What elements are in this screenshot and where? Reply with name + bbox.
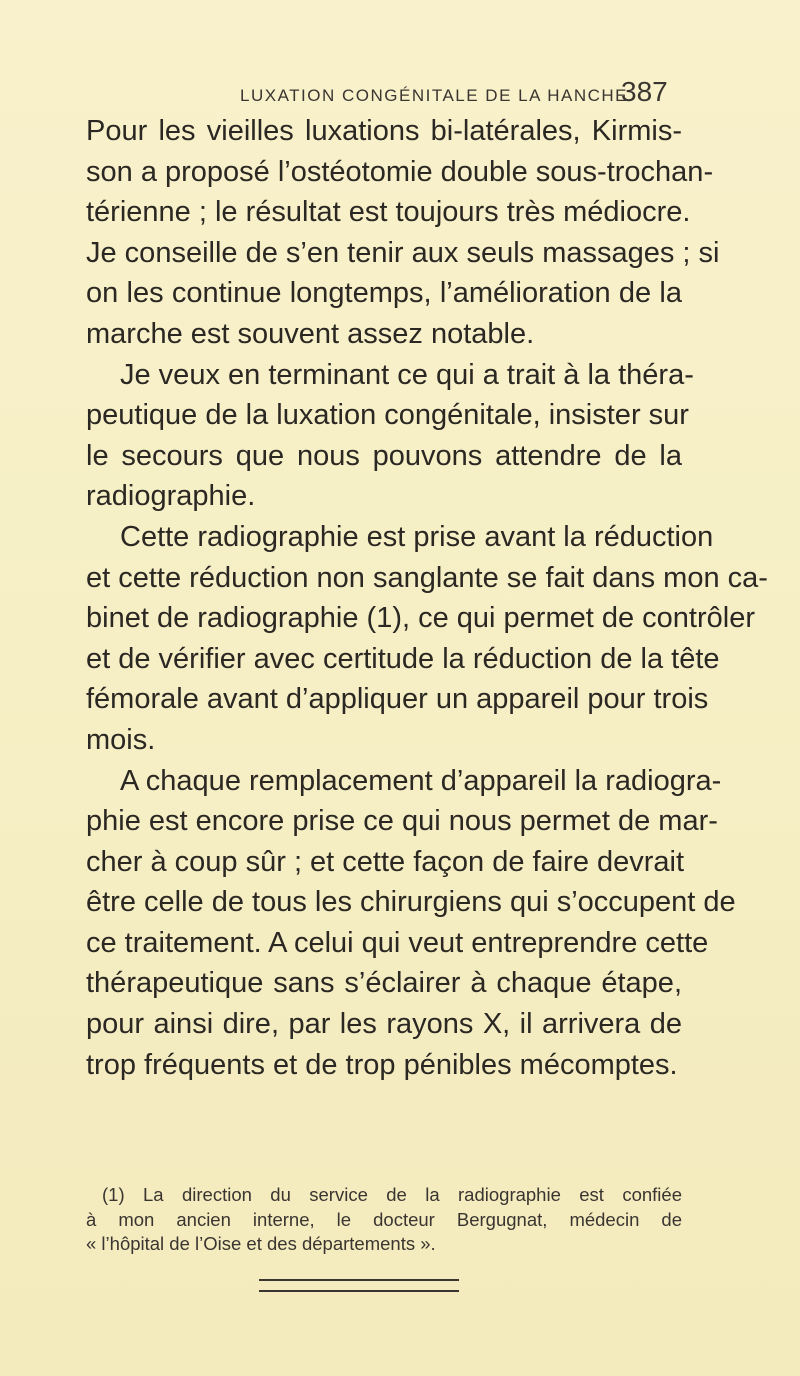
text-line: cher à coup sûr ; et cette façon de faire devrait [86, 845, 685, 878]
text-line: binet de radiographie (1), ce qui permet de contrôler [86, 602, 755, 635]
text-line: phie est encore prise ce qui nous permet de mar- [86, 805, 718, 838]
text-line: ce traitement. A celui qui veut entreprendre cette [86, 926, 709, 959]
text-line: marche est souvent assez notable. [86, 317, 535, 350]
paragraph [86, 355, 694, 517]
text-line: mois. [86, 723, 156, 756]
paragraph [86, 517, 768, 761]
text-line: peutique de la luxation congénitale, insister sur [86, 399, 689, 432]
text-line: et cette réduction non sanglante se fait dans mon ca- [86, 561, 768, 594]
footnote-line: (1) La direction du service de la radiographie est confiée [102, 1184, 682, 1205]
footnote [86, 1183, 682, 1257]
text-line: Pour les vieilles luxations bi-latérales, Kirmis- [86, 115, 682, 147]
text-line: le secours que nous pouvons attendre de la [86, 439, 682, 472]
running-title: LUXATION CONGÉNITALE DE LA HANCHE [240, 86, 628, 105]
text-line: et de vérifier avec certitude la réduction de la tête [86, 642, 720, 675]
text-line: fémorale avant d’appliquer un appareil pour trois [86, 683, 709, 716]
text-line: on les continue longtemps, l’amélioration de la [86, 277, 682, 310]
text-line: trop fréquents et de trop pénibles mécomptes. [86, 1048, 678, 1081]
text-line: son a proposé l’ostéotomie double sous-trochan- [86, 155, 714, 188]
text-line: Je veux en terminant ce qui a trait à la théra- [120, 358, 694, 391]
body-text [86, 111, 768, 1085]
paragraph [86, 761, 736, 1086]
end-rule [259, 1290, 459, 1292]
text-line: radiographie. [86, 480, 256, 513]
paragraph [86, 111, 720, 355]
footnote-line: à mon ancien interne, le docteur Bergugnat, médecin de [86, 1208, 682, 1230]
running-head [0, 66, 800, 106]
text-line: être celle de tous les chirurgiens qui s’occupent de [86, 886, 736, 919]
text-line: A chaque remplacement d’appareil la radiogra- [120, 764, 722, 797]
text-line: Cette radiographie est prise avant la réduction [120, 520, 714, 553]
end-rule [259, 1279, 459, 1281]
text-line: térienne ; le résultat est toujours très médiocre. [86, 196, 691, 229]
footnote-line: « l’hôpital de l’Oise et des départements ». [86, 1233, 436, 1254]
page-number: 387 [621, 76, 668, 107]
text-line: pour ainsi dire, par les rayons X, il arrivera de [86, 1008, 682, 1041]
text-line: thérapeutique sans s’éclairer à chaque étape, [86, 967, 682, 1000]
text-line: Je conseille de s’en tenir aux seuls massages ; si [86, 236, 720, 269]
